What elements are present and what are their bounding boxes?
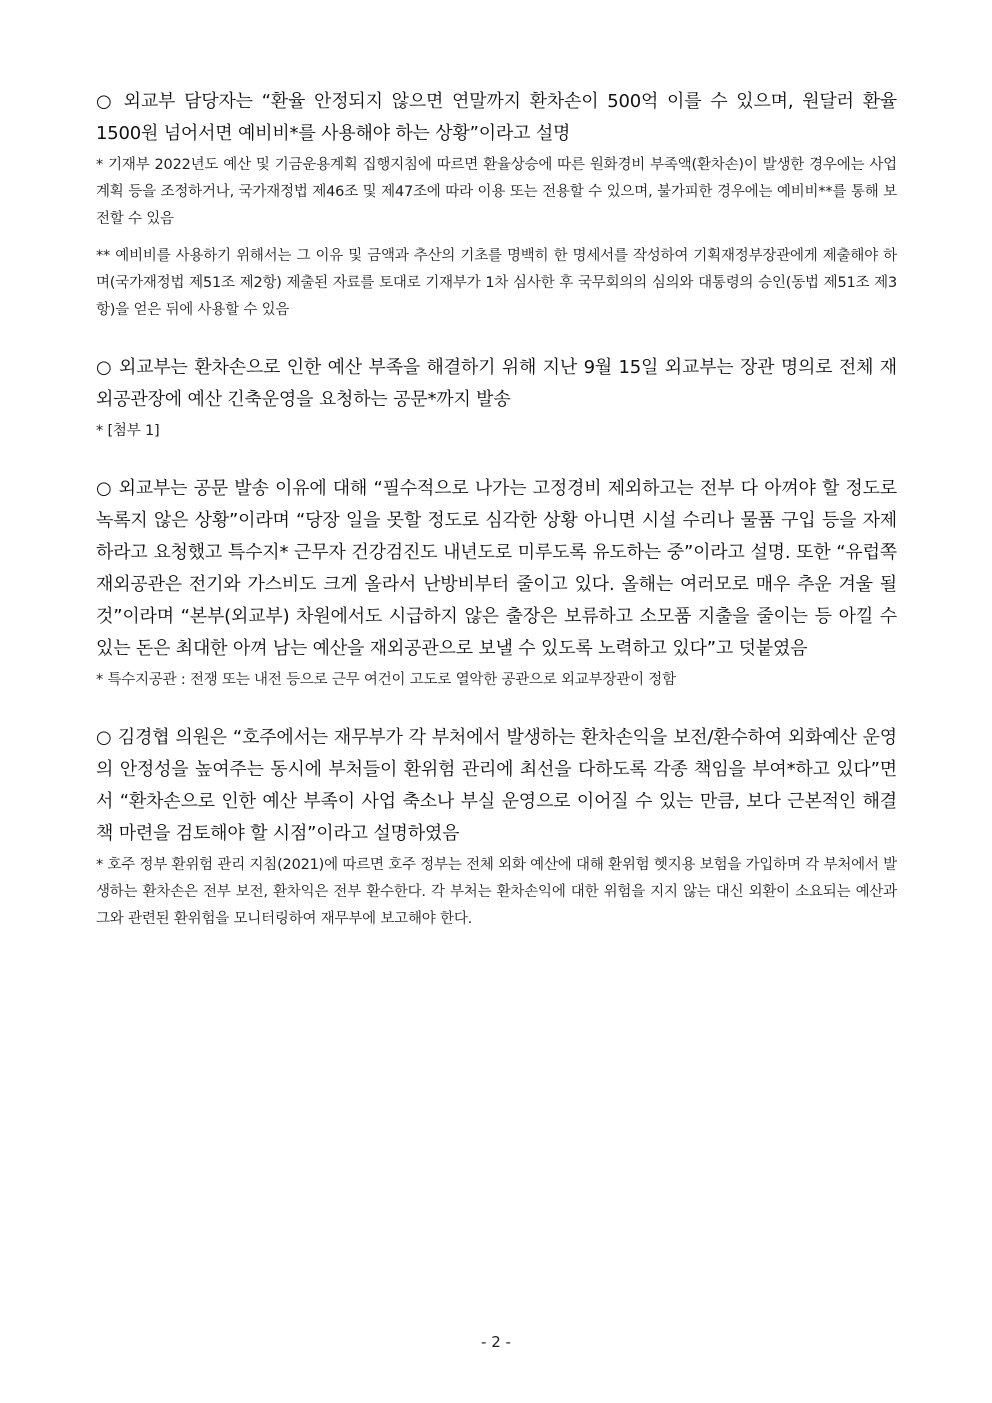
section-exchange-loss (96, 86, 897, 324)
footnote: * 기재부 2022년도 예산 및 기금운용계획 집행지침에 따르면 환율상승에 따른 원화경비 부족액(환차손)이 발생한 경우에는 사업계획 등을 조정하거나, 국가재정법 제46조 및 제47조에 따라 이용 또는 전용할 수 있으며, 불가피한 경우에는 예비비**를 통해 보전할 수 있음 (96, 157, 897, 227)
paragraph-main: ○ 외교부는 공문 발송 이유에 대해 “필수적으로 나가는 고정경비 제외하고는 전부 다 아껴야 할 정도로 녹록지 않은 상황”이라며 “당장 일을 못할 정도로 심각한 상황 아니면 시설 수리나 물품 구입 등을 자제하라고 요청했고 특수지* 근무자 건강검진도 내년도로 미루도록 유도하는 중”이라고 설명. 또한 “유럽쪽 재외공관은 전기와 가스비도 크게 올라서 난방비부터 줄이고 있다. 올해는 여러모로 매우 추운 겨울 될 것”이라며 “본부(외교부) 차원에서도 시급하지 않은 출장은 보류하고 소모품 지출을 줄이는 등 아낄 수 있는 돈은 최대한 아껴 남는 예산을 재외공관으로 보낼 수 있도록 노력하고 있다”고 덧붙였음 (96, 478, 897, 659)
section-letter-reason (96, 473, 897, 694)
footnote: * 특수지공관 : 전쟁 또는 내전 등으로 근무 여건이 고도로 열악한 공관으로 외교부장관이 정함 (96, 672, 676, 688)
paragraph-main: ○ 외교부 담당자는 “환율 안정되지 않으면 연말까지 환차손이 500억 이를 수 있으며, 원달러 환율 1500원 넘어서면 예비비*를 사용해야 하는 상황”이라고 설명 (96, 91, 897, 144)
footnote: * [첨부 1] (96, 423, 160, 439)
page-number: - 2 - (481, 1333, 511, 1351)
paragraph-main: ○ 김경협 의원은 “호주에서는 재무부가 각 부처에서 발생하는 환차손익을 보전/환수하여 외화예산 운영의 안정성을 높여주는 동시에 부처들이 환위험 관리에 최선을 다하도록 각종 책임을 부여*하고 있다”면서 “환차손으로 인한 예산 부족이 사업 축소나 부실 운영으로 이어질 수 있는 만큼, 보다 근본적인 해결책 마련을 검토해야 할 시점”이라고 설명하였음 (96, 727, 897, 844)
footnote: * 호주 정부 환위험 관리 지침(2021)에 따르면 호주 정부는 전체 외화 예산에 대해 환위험 헷지용 보험을 가입하며 각 부처에서 발생하는 환차손은 전부 보전, 환차익은 전부 환수한다. 각 부처는 환차손익에 대한 위험을 지지 않는 대신 외환이 소요되는 예산과 그와 관련된 환위험을 모니터링하여 재무부에 보고해야 한다. (96, 857, 897, 927)
paragraph-main: ○ 외교부는 환차손으로 인한 예산 부족을 해결하기 위해 지난 9월 15일 외교부는 장관 명의로 전체 재외공관장에 예산 긴축운영을 요청하는 공문*까지 발송 (96, 357, 897, 410)
section-austerity-letter (96, 352, 897, 445)
footnote: ** 예비비를 사용하기 위해서는 그 이유 및 금액과 추산의 기초를 명백히 한 명세서를 작성하여 기획재정부장관에게 제출해야 하며(국가재정법 제51조 제2항) 제출된 자료를 토대로 기재부가 1차 심사한 후 국무회의의 심의와 대통령의 승인(동법 제51조 제3항)을 얻은 뒤에 사용할 수 있음 (96, 248, 897, 318)
document-body (96, 86, 897, 961)
section-lawmaker-comment (96, 722, 897, 933)
